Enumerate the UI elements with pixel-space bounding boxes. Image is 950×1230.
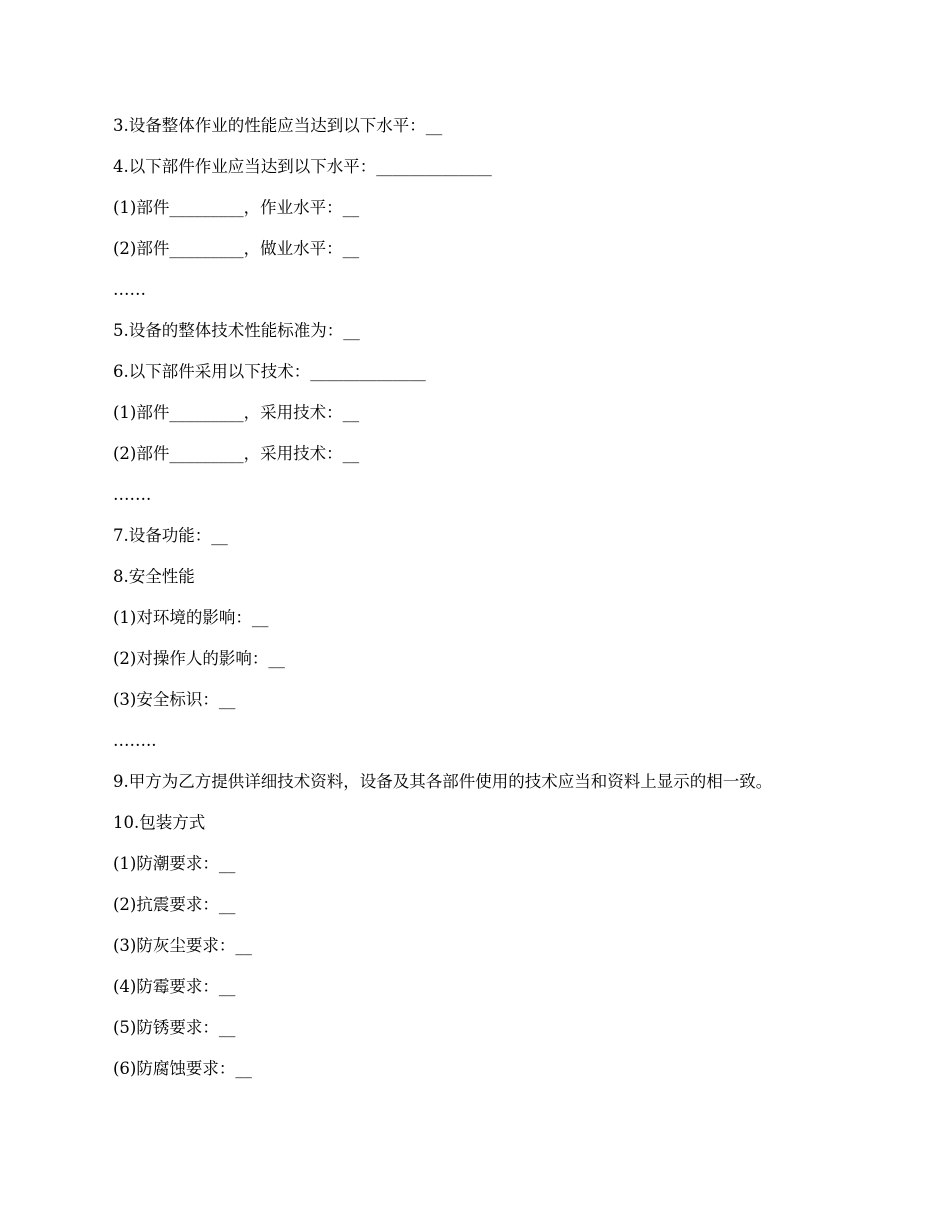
clause-6-item-2: (2)部件_________，采用技术：__ [113,444,360,463]
clause-10-item-2: (2)抗震要求：__ [113,895,236,914]
clause-9-technical-materials: 9.甲方为乙方提供详细技术资料，设备及其各部件使用的技术应当和资料上显示的相一致。 [113,772,773,791]
clause-4-item-2: (2)部件_________，做业水平：__ [113,239,360,258]
clause-10-item-3: (3)防灰尘要求：__ [113,936,252,955]
clause-10-item-4: (4)防霉要求：__ [113,977,236,996]
ellipsis-line: …….. [113,731,157,750]
document-body [113,111,893,1095]
clause-8-safety-performance: 8.安全性能 [113,567,195,586]
clause-10-item-6: (6)防腐蚀要求：__ [113,1059,252,1078]
clause-10-packaging: 10.包装方式 [113,813,206,832]
clause-5-technical-standard: 5.设备的整体技术性能标准为：__ [113,321,360,340]
clause-8-item-3: (3)安全标识：__ [113,690,236,709]
clause-7-device-function: 7.设备功能：__ [113,526,228,545]
ellipsis-line: ……. [113,485,152,504]
clause-4-component-level: 4.以下部件作业应当达到以下水平：______________ [113,157,492,176]
clause-8-item-1: (1)对环境的影响：__ [113,608,269,627]
clause-10-item-5: (5)防锈要求：__ [113,1018,236,1037]
clause-6-component-technology: 6.以下部件采用以下技术：______________ [113,362,426,381]
clause-6-item-1: (1)部件_________，采用技术：__ [113,403,360,422]
clause-10-item-1: (1)防潮要求：__ [113,854,236,873]
clause-4-item-1: (1)部件_________，作业水平：__ [113,198,360,217]
clause-8-item-2: (2)对操作人的影响：__ [113,649,285,668]
ellipsis-line: …… [113,280,146,299]
clause-3-performance-level: 3.设备整体作业的性能应当达到以下水平：__ [113,116,443,135]
